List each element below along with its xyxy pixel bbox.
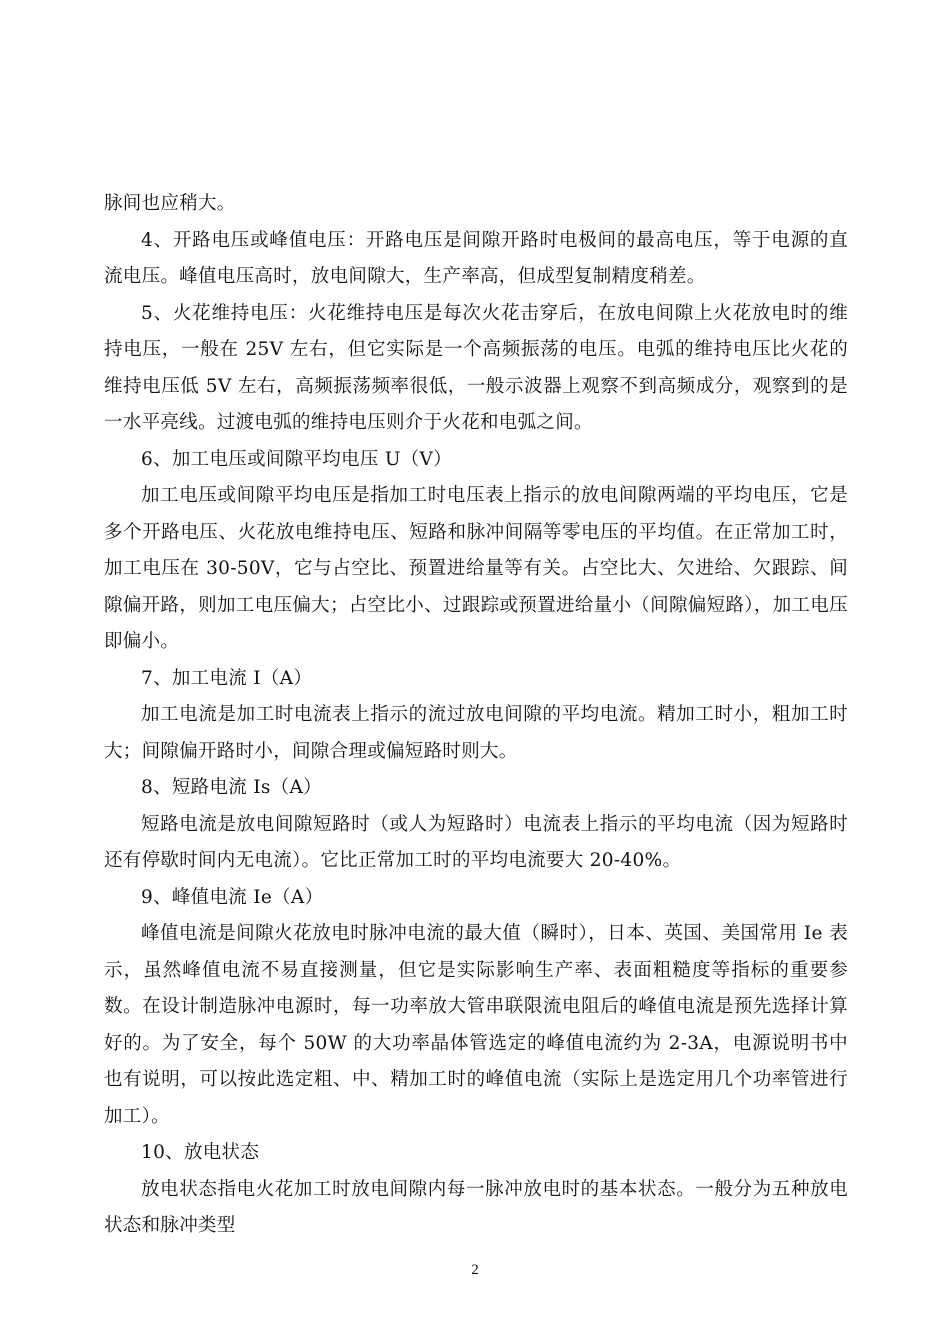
paragraph-open-circuit-voltage: 4、开路电压或峰值电压：开路电压是间隙开路时电极间的最高电压，等于电源的直流电压。峰值电压高时，放电间隙大，生产率高，但成型复制精度稍差。	[104, 229, 848, 287]
heading-discharge-state: 10、放电状态	[141, 1142, 260, 1163]
heading-machining-voltage: 6、加工电压或间隙平均电压 U（V）	[141, 448, 453, 470]
heading-peak-current: 9、峰值电流 Ie（A）	[141, 886, 324, 908]
page-number: 2	[471, 1262, 479, 1278]
document-body	[104, 186, 848, 1245]
paragraph-short-circuit-current: 短路电流是放电间隙短路时（或人为短路时）电流表上指示的平均电流（因为短路时还有停歇时间内无电流）。它比正常加工时的平均电流要大 20-40%。	[104, 813, 848, 871]
heading-short-circuit-current: 8、短路电流 Is（A）	[141, 777, 322, 798]
paragraph-machining-current: 加工电流是加工时电流表上指示的流过放电间隙的平均电流。精加工时小，粗加工时大；间隙偏开路时小，间隙合理或偏短路时则大。	[104, 704, 848, 762]
heading-machining-current: 7、加工电流 I（A）	[141, 667, 313, 689]
paragraph-machining-voltage: 加工电压或间隙平均电压是指加工时电压表上指示的放电间隙两端的平均电压，它是多个开路电压、火花放电维持电压、短路和脉冲间隔等零电压的平均值。在正常加工时，加工电压在 30-50V，它与占空比、预置进给量等有关。占空比大、欠进给、欠跟踪、间隙偏开路，则加工电压偏大；占空比小、过跟踪或预置进给量小（间隙偏短路），加工电压即偏小。	[104, 485, 848, 652]
paragraph-spark-sustaining-voltage: 5、火花维持电压：火花维持电压是每次火花击穿后，在放电间隙上火花放电时的维持电压，一般在 25V 左右，但它实际是一个高频振荡的电压。电弧的维持电压比火花的维持电压低 5V 左右，高频振荡频率很低，一般示波器上观察不到高频成分，观察到的是一水平亮线。过渡电弧的维持电压则介于火花和电弧之间。	[104, 302, 848, 433]
paragraph-peak-current: 峰值电流是间隙火花放电时脉冲电流的最大值（瞬时），日本、英国、美国常用 Ie 表示，虽然峰值电流不易直接测量，但它是实际影响生产率、表面粗糙度等指标的重要参数。在设计制造脉冲电源时，每一功率放大管串联限流电阻后的峰值电流是预先选择计算好的。为了安全，每个 50W 的大功率晶体管选定的峰值电流约为 2-3A，电源说明书中也有说明，可以按此选定粗、中、精加工时的峰值电流（实际上是选定用几个功率管进行加工）。	[104, 923, 848, 1127]
paragraph-discharge-state: 放电状态指电火花加工时放电间隙内每一脉冲放电时的基本状态。一般分为五种放电状态和脉冲类型	[104, 1178, 848, 1236]
paragraph-continuation: 脉间也应稍大。	[104, 193, 236, 214]
